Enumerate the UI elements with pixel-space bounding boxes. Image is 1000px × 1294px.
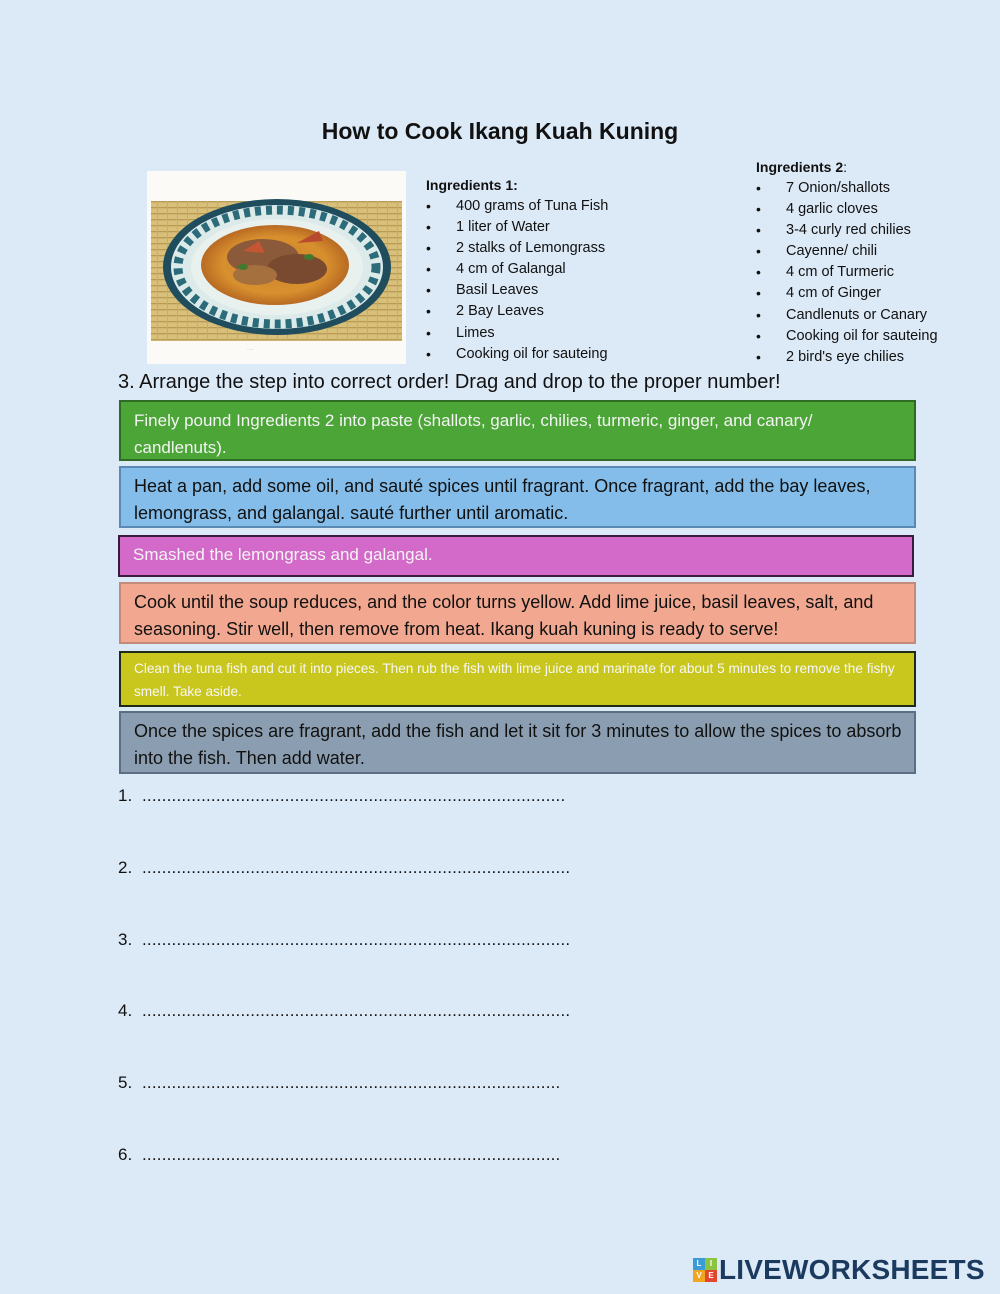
answer-number: 2. <box>118 858 133 877</box>
ingredient-item: • Cayenne/ chili <box>756 241 996 262</box>
ingredient-item: • 4 cm of Ginger <box>756 283 996 304</box>
bullet-icon: • <box>426 240 431 257</box>
bullet-icon: • <box>426 219 431 236</box>
draggable-step-card[interactable]: Smashed the lemongrass and galangal. <box>118 535 914 577</box>
bullet-icon: • <box>756 180 761 196</box>
answer-blank: ..................................................................................... <box>142 1145 561 1164</box>
liveworksheets-logo-icon: L I V E <box>693 1258 717 1282</box>
bullet-icon: • <box>756 201 761 218</box>
ingredients-2-heading: Ingredients 2: <box>756 159 848 175</box>
exercise-instruction: 3. Arrange the step into correct order! Drag and drop to the proper number! <box>118 371 781 393</box>
bullet-icon: • <box>756 306 761 323</box>
bullet-icon: • <box>756 327 761 344</box>
drop-zone-3[interactable] <box>118 930 718 950</box>
drop-zone-2[interactable] <box>118 858 718 878</box>
answer-blank: ....................................................................................... <box>142 930 571 949</box>
ingredients-2 <box>756 159 996 368</box>
bullet-icon: • <box>426 261 431 278</box>
ingredient-item: • 2 Bay Leaves <box>426 301 726 322</box>
answer-blank: ...................................................................................... <box>142 786 566 805</box>
liveworksheets-logo <box>693 1255 985 1285</box>
answer-number: 3. <box>118 930 133 949</box>
answer-blank: ....................................................................................... <box>142 858 571 877</box>
drop-zone-4[interactable] <box>118 1001 718 1021</box>
answer-number: 5. <box>118 1073 133 1092</box>
ingredient-item: • Basil Leaves <box>426 280 726 301</box>
bullet-icon: • <box>756 243 761 260</box>
ingredient-item: • 2 stalks of Lemongrass <box>426 238 726 259</box>
drop-zone-6[interactable] <box>118 1145 718 1165</box>
draggable-step-card[interactable]: Cook until the soup reduces, and the color turns yellow. Add lime juice, basil leaves, salt, and seasoning. Stir well, then remove from heat. Ikang kuah kuning is ready to serve! <box>119 582 916 644</box>
ingredient-item: • Cooking oil for sauteing <box>426 344 726 365</box>
ingredient-item: • 400 grams of Tuna Fish <box>426 196 726 217</box>
bullet-icon: • <box>426 282 431 299</box>
drop-zone-1[interactable] <box>118 786 718 806</box>
ingredients-1 <box>426 177 726 365</box>
bullet-icon: • <box>426 198 431 214</box>
dish-photo <box>147 171 406 364</box>
page-title: How to Cook Ikang Kuah Kuning <box>321 118 679 144</box>
logo-text: LIVEWORKSHEETS <box>719 1254 985 1285</box>
draggable-step-card[interactable]: Once the spices are fragrant, add the fish and let it sit for 3 minutes to allow the spices to absorb into the fish. Then add water. <box>119 711 916 774</box>
fish-dish-image <box>147 171 406 364</box>
ingredient-item: • 4 garlic cloves <box>756 199 996 220</box>
answer-blank: ....................................................................................... <box>142 1001 571 1020</box>
answer-number: 1. <box>118 786 133 805</box>
ingredient-item: • 3-4 curly red chilies <box>756 220 996 241</box>
bullet-icon: • <box>756 348 761 365</box>
ingredient-item: • 1 liter of Water <box>426 217 726 238</box>
bullet-icon: • <box>756 264 761 281</box>
bullet-icon: • <box>756 222 761 239</box>
ingredient-item: • 7 Onion/shallots <box>756 178 996 199</box>
draggable-step-card[interactable]: Heat a pan, add some oil, and sauté spices until fragrant. Once fragrant, add the bay leaves, lemongrass, and galangal. sauté further until aromatic. <box>119 466 916 528</box>
ingredient-item: • 4 cm of Turmeric <box>756 262 996 283</box>
ingredient-item: • 4 cm of Galangal <box>426 259 726 280</box>
ingredient-item: • Cooking oil for sauteing <box>756 326 996 347</box>
svg-text:·····: ····· <box>247 347 254 352</box>
ingredients-1-heading: Ingredients 1: <box>426 177 518 193</box>
answer-number: 6. <box>118 1145 133 1164</box>
answer-blank: ..................................................................................... <box>142 1073 561 1092</box>
ingredient-item: • Limes <box>426 323 726 344</box>
bullet-icon: • <box>756 285 761 302</box>
bullet-icon: • <box>426 303 431 320</box>
bullet-icon: • <box>426 324 431 341</box>
draggable-step-card[interactable]: Finely pound Ingredients 2 into paste (shallots, garlic, chilies, turmeric, ginger, and canary/ candlenuts). <box>119 400 916 461</box>
ingredient-item: • 2 bird's eye chilies <box>756 347 996 368</box>
bullet-icon: • <box>426 345 431 362</box>
answer-number: 4. <box>118 1001 133 1020</box>
draggable-step-card[interactable]: Clean the tuna fish and cut it into pieces. Then rub the fish with lime juice and marinate for about 5 minutes to remove the fishy smell. Take aside. <box>119 651 916 707</box>
ingredient-item: • Candlenuts or Canary <box>756 305 996 326</box>
drop-zone-5[interactable] <box>118 1073 718 1093</box>
